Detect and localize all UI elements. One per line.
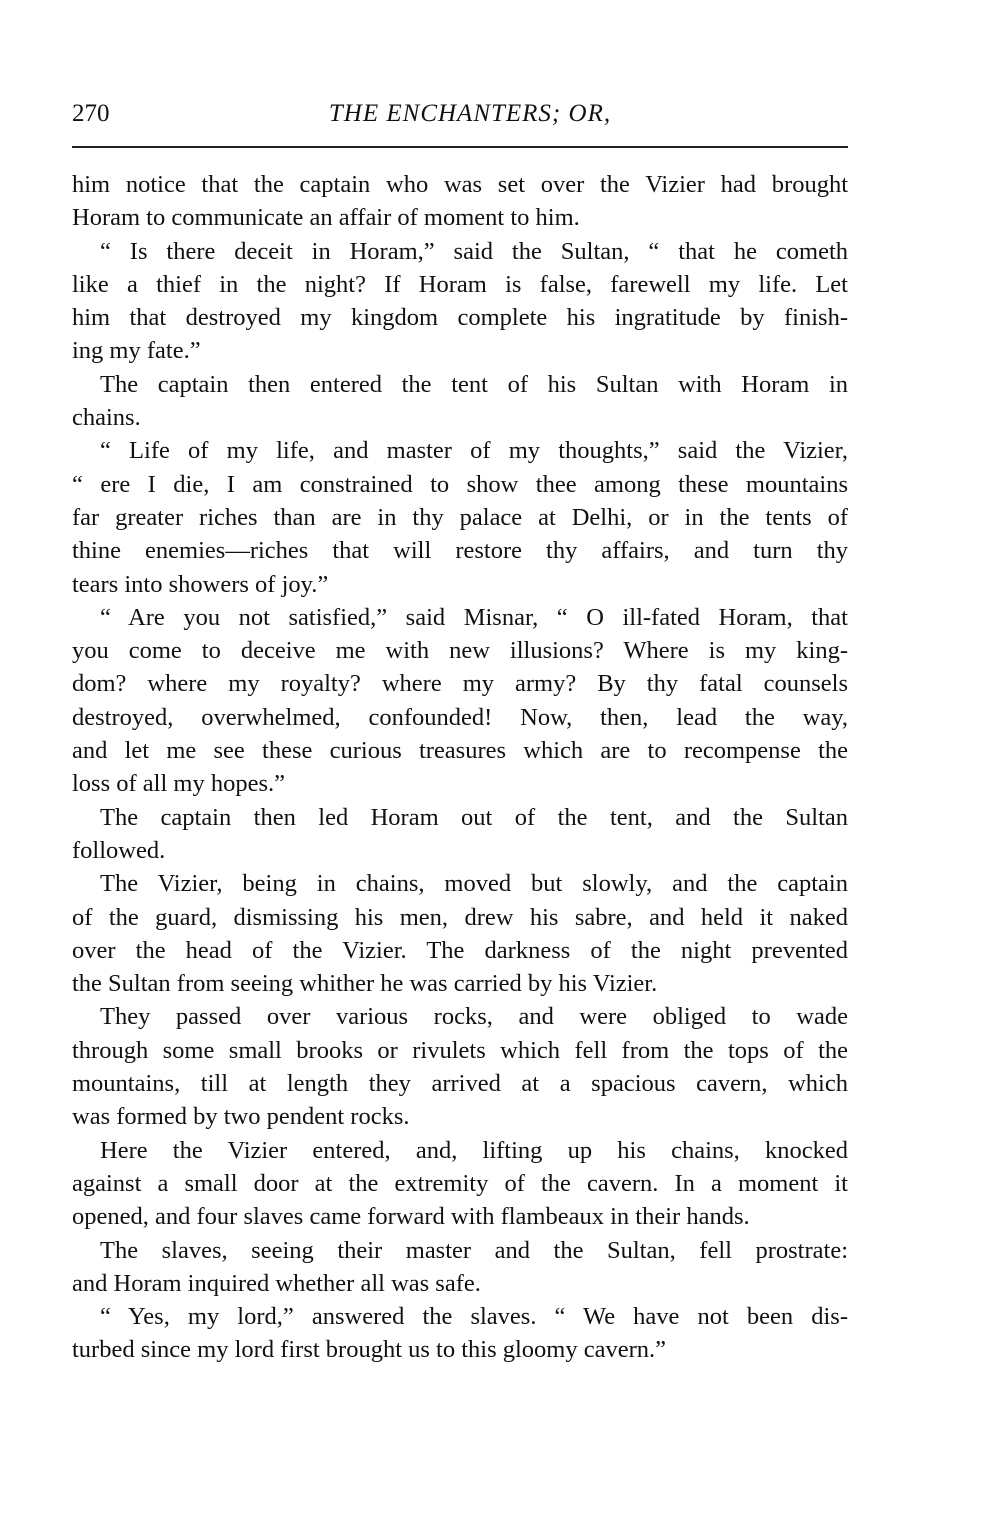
text-line: him notice that the captain who was set over the Vizier had brought [72,171,848,198]
running-title: THE ENCHANTERS; OR, [328,100,612,127]
paragraph [72,235,848,368]
paragraph [72,1300,848,1367]
text-line: you come to deceive me with new illusions? Where is my king- [72,637,848,665]
text-line: They passed over various rocks, and were obliged to wade [100,1003,848,1031]
text-line: loss of all my hopes.” [72,770,285,798]
text-line: against a small door at the extremity of the cavern. In a moment it [72,1169,848,1197]
text-line: far greater riches than are in thy palace at Delhi, or in the tents of [72,503,848,531]
text-line: The captain then entered the tent of his Sultan with Horam in [100,370,848,398]
text-line: tears into showers of joy.” [72,570,329,598]
page-body [72,168,848,1367]
paragraph [72,1134,848,1234]
text-line: over the head of the Vizier. The darkness of the night prevented [72,936,848,964]
text-line: “ Are you not satisfied,” said Misnar, “ O ill-fated Horam, that [100,603,848,631]
text-line: thine enemies—riches that will restore thy affairs, and turn thy [72,537,848,565]
text-line: him that destroyed my kingdom complete his ingratitude by finish- [72,304,848,332]
paragraph [72,1234,848,1301]
text-line: followed. [72,836,166,864]
page-header [72,100,848,140]
paragraph [72,368,848,435]
text-line: of the guard, dismissing his men, drew his sabre, and held it naked [72,903,848,931]
text-line: mountains, till at length they arrived at a spacious cavern, which [72,1070,848,1098]
page-number: 270 [72,100,110,127]
text-line: Horam to communicate an affair of moment to him. [72,204,580,232]
text-line: turbed since my lord first brought us to this gloomy cavern.” [72,1336,667,1364]
text-line: The slaves, seeing their master and the Sultan, fell prostrate: [100,1236,848,1264]
paragraph [72,1000,848,1133]
paragraph [72,867,848,1000]
paragraph [72,801,848,868]
text-line: The Vizier, being in chains, moved but slowly, and the captain [100,870,848,898]
text-line: through some small brooks or rivulets which fell from the tops of the [72,1036,848,1064]
text-line: and let me see these curious treasures which are to recompense the [72,737,848,765]
paragraph [72,601,848,801]
text-line: and Horam inquired whether all was safe. [72,1269,481,1297]
text-line: destroyed, overwhelmed, confounded! Now, then, lead the way, [72,703,848,731]
text-line: The captain then led Horam out of the tent, and the Sultan [100,803,848,831]
text-line: Here the Vizier entered, and, lifting up his chains, knocked [100,1136,848,1164]
header-rule [72,146,848,148]
text-line: chains. [72,404,141,432]
text-line: was formed by two pendent rocks. [72,1103,410,1131]
text-line: the Sultan from seeing whither he was carried by his Vizier. [72,970,658,998]
paragraph [72,168,848,235]
paragraph [72,434,848,600]
text-line: “ Life of my life, and master of my thoughts,” said the Vizier, [100,437,848,465]
text-line: “ Is there deceit in Horam,” said the Sultan, “ that he cometh [100,237,848,265]
text-line: dom? where my royalty? where my army? By thy fatal counsels [72,670,848,698]
text-line: opened, and four slaves came forward with flambeaux in their hands. [72,1203,750,1231]
text-line: “ ere I die, I am constrained to show thee among these mountains [72,470,848,498]
text-line: ing my fate.” [72,337,201,365]
text-line: “ Yes, my lord,” answered the slaves. “ We have not been dis- [100,1303,848,1331]
text-line: like a thief in the night? If Horam is false, farewell my life. Let [72,270,848,298]
